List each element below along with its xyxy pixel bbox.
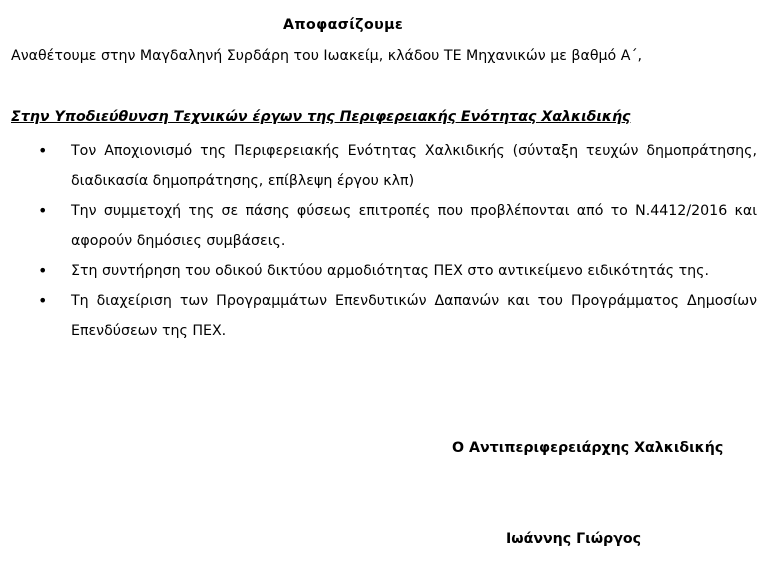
duty-text: Τη διαχείριση των Προγραμμάτων Επενδυτικών Δαπανών και του Προγράμματος Δημοσίων Επενδύσεων της ΠΕΧ. [71, 293, 757, 339]
assignment-intro: Αναθέτουμε στην Μαγδαληνή Συρδάρη του Ιωακείμ, κλάδου ΤΕ Μηχανικών με βαθμό Α΄, [11, 48, 643, 64]
section-title: Στην Υποδιεύθυνση Τεχνικών έργων της Περιφερειακής Ενότητας Χαλκιδικής [11, 109, 631, 125]
duty-text: Τον Αποχιονισμό της Περιφερειακής Ενότητας Χαλκιδικής (σύνταξη τευχών δημοπράτησης, διαδικασία δημοπράτησης, επίβλεψη έργου κλπ) [71, 143, 757, 189]
duty-item [0, 196, 757, 256]
signatory-name: Ιωάννης Γιώργος [506, 531, 642, 547]
signature-role: Ο Αντιπεριφερειάρχης Χαλκιδικής [452, 440, 724, 456]
duty-text: Την συμμετοχή της σε πάσης φύσεως επιτροπές που προβλέπονται από το Ν.4412/2016 και αφορούν δημόσιες συμβάσεις. [71, 203, 757, 249]
duty-item [0, 256, 757, 286]
duty-item [0, 136, 757, 196]
bullet-icon: • [38, 261, 48, 280]
bullet-icon: • [38, 141, 48, 160]
decision-heading: Αποφασίζουμε [283, 17, 404, 33]
duty-item [0, 286, 757, 346]
duty-text: Στη συντήρηση του οδικού δικτύου αρμοδιότητας ΠΕΧ στο αντικείμενο ειδικότητάς της. [71, 263, 709, 279]
bullet-icon: • [38, 201, 48, 220]
duties-list [0, 136, 757, 346]
bullet-icon: • [38, 291, 48, 310]
